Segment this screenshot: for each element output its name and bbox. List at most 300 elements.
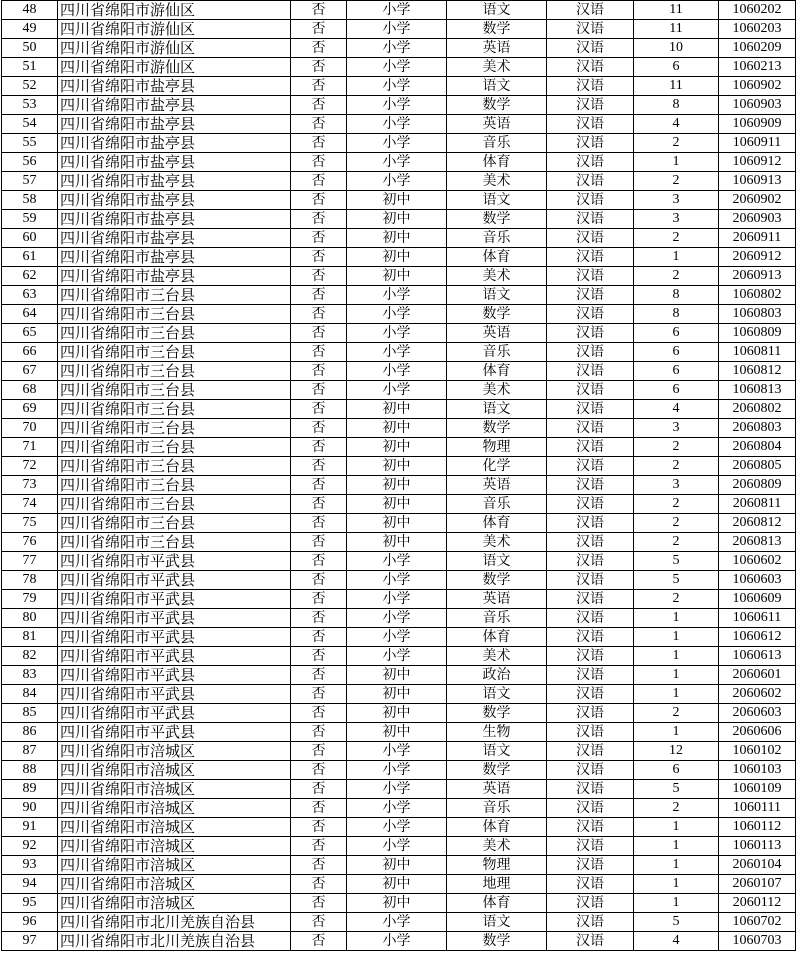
table-row [2,609,796,628]
region-cell: 四川省绵阳市涪城区 [58,780,291,799]
row-number: 90 [2,799,58,818]
language-cell: 汉语 [547,172,634,191]
position-code-cell: 1060613 [719,647,796,666]
region-cell: 四川省绵阳市游仙区 [58,58,291,77]
row-number: 69 [2,400,58,419]
region-cell: 四川省绵阳市三台县 [58,533,291,552]
table-row [2,856,796,875]
row-number: 71 [2,438,58,457]
subject-cell: 数学 [447,704,547,723]
language-cell: 汉语 [547,666,634,685]
language-cell: 汉语 [547,324,634,343]
position-code-cell: 1060811 [719,343,796,362]
subject-cell: 美术 [447,837,547,856]
position-code-cell: 1060102 [719,742,796,761]
flag-cell: 否 [291,856,347,875]
quota-cell: 6 [634,324,719,343]
quota-cell: 8 [634,286,719,305]
position-code-cell: 1060112 [719,818,796,837]
region-cell: 四川省绵阳市三台县 [58,400,291,419]
quota-cell: 5 [634,913,719,932]
table-row [2,932,796,951]
region-cell: 四川省绵阳市游仙区 [58,20,291,39]
subject-cell: 英语 [447,476,547,495]
quota-cell: 2 [634,172,719,191]
row-number: 63 [2,286,58,305]
language-cell: 汉语 [547,115,634,134]
position-code-cell: 2060902 [719,191,796,210]
row-number: 96 [2,913,58,932]
quota-cell: 2 [634,438,719,457]
school-level-cell: 小学 [347,647,447,666]
flag-cell: 否 [291,39,347,58]
subject-cell: 英语 [447,115,547,134]
row-number: 67 [2,362,58,381]
flag-cell: 否 [291,191,347,210]
subject-cell: 物理 [447,438,547,457]
school-level-cell: 初中 [347,856,447,875]
table-row [2,571,796,590]
row-number: 85 [2,704,58,723]
flag-cell: 否 [291,590,347,609]
language-cell: 汉语 [547,533,634,552]
position-code-cell: 2060813 [719,533,796,552]
row-number: 79 [2,590,58,609]
row-number: 77 [2,552,58,571]
flag-cell: 否 [291,837,347,856]
language-cell: 汉语 [547,438,634,457]
language-cell: 汉语 [547,799,634,818]
quota-cell: 10 [634,39,719,58]
table-row [2,742,796,761]
language-cell: 汉语 [547,590,634,609]
table-row [2,875,796,894]
position-code-cell: 1060702 [719,913,796,932]
school-level-cell: 小学 [347,153,447,172]
school-level-cell: 初中 [347,685,447,704]
table-row [2,590,796,609]
school-level-cell: 小学 [347,913,447,932]
row-number: 92 [2,837,58,856]
subject-cell: 物理 [447,856,547,875]
flag-cell: 否 [291,609,347,628]
quota-cell: 2 [634,267,719,286]
school-level-cell: 初中 [347,514,447,533]
position-code-cell: 2060107 [719,875,796,894]
row-number: 87 [2,742,58,761]
subject-cell: 英语 [447,324,547,343]
table-row [2,894,796,913]
region-cell: 四川省绵阳市盐亭县 [58,115,291,134]
table-row [2,533,796,552]
school-level-cell: 小学 [347,742,447,761]
region-cell: 四川省绵阳市三台县 [58,457,291,476]
quota-cell: 1 [634,894,719,913]
row-number: 75 [2,514,58,533]
school-level-cell: 小学 [347,1,447,20]
school-level-cell: 初中 [347,400,447,419]
language-cell: 汉语 [547,780,634,799]
region-cell: 四川省绵阳市涪城区 [58,818,291,837]
row-number: 52 [2,77,58,96]
school-level-cell: 小学 [347,20,447,39]
subject-cell: 英语 [447,39,547,58]
flag-cell: 否 [291,115,347,134]
table-row [2,381,796,400]
language-cell: 汉语 [547,305,634,324]
quota-cell: 5 [634,552,719,571]
quota-cell: 2 [634,134,719,153]
language-cell: 汉语 [547,343,634,362]
position-code-cell: 2060809 [719,476,796,495]
region-cell: 四川省绵阳市三台县 [58,495,291,514]
flag-cell: 否 [291,457,347,476]
position-code-cell: 1060903 [719,96,796,115]
language-cell: 汉语 [547,381,634,400]
school-level-cell: 小学 [347,172,447,191]
region-cell: 四川省绵阳市平武县 [58,666,291,685]
quota-cell: 11 [634,20,719,39]
table-row [2,419,796,438]
quota-cell: 5 [634,571,719,590]
subject-cell: 数学 [447,932,547,951]
language-cell: 汉语 [547,894,634,913]
flag-cell: 否 [291,229,347,248]
flag-cell: 否 [291,419,347,438]
subject-cell: 语文 [447,191,547,210]
subject-cell: 语文 [447,552,547,571]
row-number: 95 [2,894,58,913]
region-cell: 四川省绵阳市平武县 [58,685,291,704]
language-cell: 汉语 [547,913,634,932]
table-row [2,723,796,742]
subject-cell: 音乐 [447,343,547,362]
quota-cell: 2 [634,495,719,514]
subject-cell: 数学 [447,210,547,229]
school-level-cell: 初中 [347,723,447,742]
table-row [2,761,796,780]
language-cell: 汉语 [547,77,634,96]
subject-cell: 英语 [447,780,547,799]
quota-cell: 6 [634,58,719,77]
row-number: 93 [2,856,58,875]
language-cell: 汉语 [547,229,634,248]
flag-cell: 否 [291,153,347,172]
position-code-cell: 1060611 [719,609,796,628]
flag-cell: 否 [291,267,347,286]
school-level-cell: 小学 [347,837,447,856]
position-code-cell: 1060913 [719,172,796,191]
language-cell: 汉语 [547,552,634,571]
position-code-cell: 2060804 [719,438,796,457]
subject-cell: 体育 [447,894,547,913]
subject-cell: 语文 [447,400,547,419]
school-level-cell: 小学 [347,115,447,134]
row-number: 62 [2,267,58,286]
region-cell: 四川省绵阳市盐亭县 [58,77,291,96]
quota-cell: 2 [634,457,719,476]
language-cell: 汉语 [547,723,634,742]
school-level-cell: 初中 [347,229,447,248]
row-number: 51 [2,58,58,77]
position-code-cell: 2060802 [719,400,796,419]
quota-cell: 2 [634,514,719,533]
quota-cell: 1 [634,856,719,875]
language-cell: 汉语 [547,20,634,39]
region-cell: 四川省绵阳市三台县 [58,362,291,381]
table-row [2,191,796,210]
table-row [2,134,796,153]
row-number: 60 [2,229,58,248]
quota-cell: 1 [634,248,719,267]
quota-cell: 6 [634,381,719,400]
language-cell: 汉语 [547,875,634,894]
school-level-cell: 初中 [347,666,447,685]
table-row [2,913,796,932]
flag-cell: 否 [291,685,347,704]
subject-cell: 语文 [447,913,547,932]
language-cell: 汉语 [547,210,634,229]
row-number: 68 [2,381,58,400]
row-number: 72 [2,457,58,476]
region-cell: 四川省绵阳市三台县 [58,419,291,438]
quota-cell: 1 [634,685,719,704]
subject-cell: 美术 [447,647,547,666]
position-code-cell: 2060606 [719,723,796,742]
subject-cell: 体育 [447,248,547,267]
school-level-cell: 初中 [347,267,447,286]
quota-cell: 11 [634,1,719,20]
subject-cell: 语文 [447,742,547,761]
flag-cell: 否 [291,476,347,495]
flag-cell: 否 [291,514,347,533]
region-cell: 四川省绵阳市涪城区 [58,761,291,780]
quota-cell: 11 [634,77,719,96]
row-number: 89 [2,780,58,799]
table-row [2,666,796,685]
region-cell: 四川省绵阳市平武县 [58,704,291,723]
row-number: 73 [2,476,58,495]
position-code-cell: 1060612 [719,628,796,647]
row-number: 91 [2,818,58,837]
subject-cell: 体育 [447,362,547,381]
table-row [2,77,796,96]
quota-cell: 3 [634,210,719,229]
region-cell: 四川省绵阳市平武县 [58,628,291,647]
subject-cell: 音乐 [447,495,547,514]
school-level-cell: 小学 [347,799,447,818]
flag-cell: 否 [291,324,347,343]
row-number: 54 [2,115,58,134]
region-cell: 四川省绵阳市盐亭县 [58,267,291,286]
flag-cell: 否 [291,628,347,647]
school-level-cell: 小学 [347,305,447,324]
school-level-cell: 初中 [347,495,447,514]
region-cell: 四川省绵阳市三台县 [58,381,291,400]
school-level-cell: 初中 [347,248,447,267]
language-cell: 汉语 [547,476,634,495]
quota-cell: 1 [634,153,719,172]
row-number: 88 [2,761,58,780]
school-level-cell: 小学 [347,58,447,77]
position-code-cell: 2060601 [719,666,796,685]
flag-cell: 否 [291,248,347,267]
flag-cell: 否 [291,20,347,39]
table-row [2,362,796,381]
school-level-cell: 初中 [347,533,447,552]
region-cell: 四川省绵阳市盐亭县 [58,172,291,191]
quota-cell: 1 [634,666,719,685]
flag-cell: 否 [291,134,347,153]
subject-cell: 数学 [447,96,547,115]
region-cell: 四川省绵阳市平武县 [58,723,291,742]
table-row [2,704,796,723]
language-cell: 汉语 [547,761,634,780]
quota-cell: 8 [634,305,719,324]
row-number: 83 [2,666,58,685]
school-level-cell: 初中 [347,457,447,476]
table-row [2,818,796,837]
subject-cell: 体育 [447,628,547,647]
position-code-cell: 1060603 [719,571,796,590]
language-cell: 汉语 [547,514,634,533]
table-row [2,229,796,248]
flag-cell: 否 [291,58,347,77]
position-code-cell: 2060911 [719,229,796,248]
school-level-cell: 小学 [347,39,447,58]
row-number: 59 [2,210,58,229]
region-cell: 四川省绵阳市盐亭县 [58,96,291,115]
flag-cell: 否 [291,818,347,837]
table-row [2,685,796,704]
row-number: 74 [2,495,58,514]
row-number: 61 [2,248,58,267]
position-code-cell: 1060109 [719,780,796,799]
row-number: 48 [2,1,58,20]
table-row [2,628,796,647]
position-code-cell: 2060812 [719,514,796,533]
position-code-cell: 1060213 [719,58,796,77]
table-row [2,552,796,571]
region-cell: 四川省绵阳市三台县 [58,286,291,305]
position-code-cell: 1060209 [719,39,796,58]
subject-cell: 数学 [447,571,547,590]
quota-cell: 3 [634,476,719,495]
subject-cell: 政治 [447,666,547,685]
school-level-cell: 初中 [347,875,447,894]
school-level-cell: 小学 [347,932,447,951]
subject-cell: 语文 [447,685,547,704]
quota-cell: 1 [634,723,719,742]
language-cell: 汉语 [547,704,634,723]
region-cell: 四川省绵阳市北川羌族自治县 [58,913,291,932]
table-row [2,647,796,666]
position-code-cell: 2060811 [719,495,796,514]
subject-cell: 数学 [447,761,547,780]
position-code-cell: 1060902 [719,77,796,96]
school-level-cell: 小学 [347,780,447,799]
subject-cell: 化学 [447,457,547,476]
school-level-cell: 初中 [347,419,447,438]
region-cell: 四川省绵阳市游仙区 [58,1,291,20]
language-cell: 汉语 [547,609,634,628]
position-code-cell: 1060809 [719,324,796,343]
quota-cell: 2 [634,229,719,248]
subject-cell: 语文 [447,1,547,20]
subject-cell: 语文 [447,286,547,305]
region-cell: 四川省绵阳市盐亭县 [58,248,291,267]
position-code-cell: 1060911 [719,134,796,153]
region-cell: 四川省绵阳市三台县 [58,514,291,533]
language-cell: 汉语 [547,856,634,875]
language-cell: 汉语 [547,932,634,951]
row-number: 86 [2,723,58,742]
quota-cell: 6 [634,761,719,780]
quota-cell: 1 [634,628,719,647]
subject-cell: 美术 [447,381,547,400]
subject-cell: 音乐 [447,609,547,628]
language-cell: 汉语 [547,286,634,305]
subject-cell: 体育 [447,818,547,837]
subject-cell: 数学 [447,419,547,438]
quota-cell: 3 [634,191,719,210]
table-row [2,210,796,229]
language-cell: 汉语 [547,742,634,761]
quota-cell: 1 [634,818,719,837]
language-cell: 汉语 [547,153,634,172]
language-cell: 汉语 [547,58,634,77]
position-code-cell: 1060111 [719,799,796,818]
subject-cell: 美术 [447,267,547,286]
quota-cell: 2 [634,533,719,552]
table-row [2,837,796,856]
school-level-cell: 小学 [347,590,447,609]
subject-cell: 体育 [447,514,547,533]
subject-cell: 生物 [447,723,547,742]
row-number: 58 [2,191,58,210]
subject-cell: 音乐 [447,799,547,818]
flag-cell: 否 [291,438,347,457]
flag-cell: 否 [291,286,347,305]
quota-cell: 3 [634,419,719,438]
region-cell: 四川省绵阳市三台县 [58,438,291,457]
region-cell: 四川省绵阳市盐亭县 [58,191,291,210]
school-level-cell: 小学 [347,761,447,780]
table-row [2,248,796,267]
flag-cell: 否 [291,96,347,115]
position-code-cell: 1060113 [719,837,796,856]
table-row [2,780,796,799]
table-row [2,39,796,58]
subject-cell: 音乐 [447,134,547,153]
flag-cell: 否 [291,400,347,419]
region-cell: 四川省绵阳市平武县 [58,571,291,590]
language-cell: 汉语 [547,647,634,666]
school-level-cell: 初中 [347,438,447,457]
quota-cell: 12 [634,742,719,761]
school-level-cell: 小学 [347,286,447,305]
flag-cell: 否 [291,77,347,96]
table-row [2,305,796,324]
flag-cell: 否 [291,704,347,723]
language-cell: 汉语 [547,96,634,115]
language-cell: 汉语 [547,818,634,837]
school-level-cell: 初中 [347,476,447,495]
row-number: 49 [2,20,58,39]
flag-cell: 否 [291,495,347,514]
region-cell: 四川省绵阳市盐亭县 [58,134,291,153]
language-cell: 汉语 [547,400,634,419]
